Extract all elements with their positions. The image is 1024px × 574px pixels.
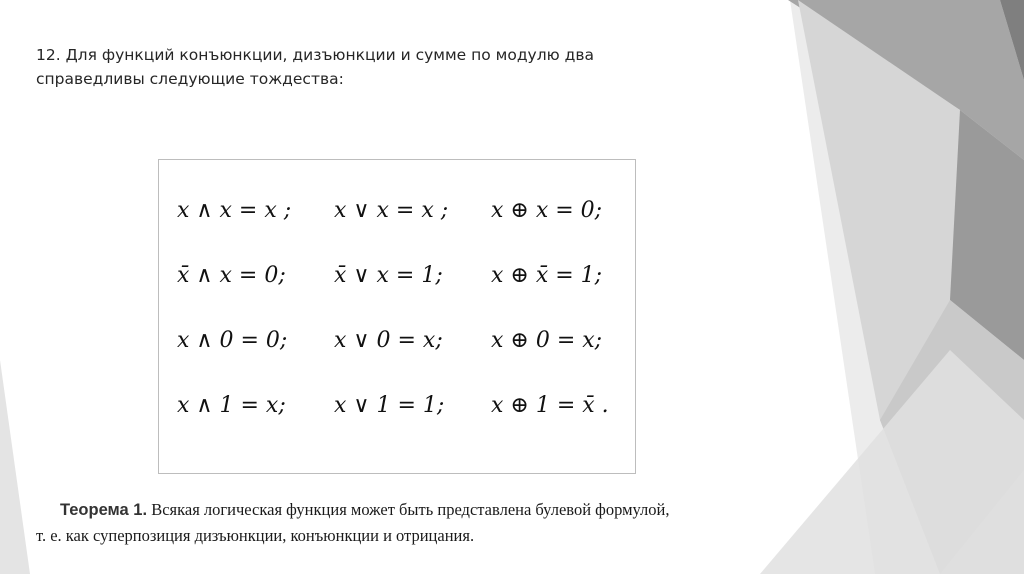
identity-and-complement: x̄ ∧ x = 0;: [177, 263, 286, 288]
identity-or-one: x ∨ 1 = 1;: [334, 393, 445, 418]
identity-xor-one: x ⊕ 1 = x̄ .: [491, 393, 609, 418]
heading-line-2: справедливы следующие тождества:: [36, 70, 344, 88]
identity-xor-complement: x ⊕ x̄ = 1;: [491, 263, 603, 288]
theorem-paragraph: [36, 497, 820, 549]
identity-or-complement: x̄ ∨ x = 1;: [334, 263, 443, 288]
theorem-text-line-1: Всякая логическая функция может быть представлена булевой формулой,: [147, 500, 670, 519]
theorem-text-line-2: т. е. как суперпозиция дизъюнкции, конъюнкции и отрицания.: [36, 526, 475, 545]
identity-xor-zero: x ⊕ 0 = x;: [491, 328, 603, 353]
identity-or-idempotence: x ∨ x = x ;: [334, 198, 449, 223]
identities-grid: [177, 198, 631, 458]
slide-heading: [36, 43, 736, 91]
identity-and-idempotence: x ∧ x = x ;: [177, 198, 292, 223]
identity-or-zero: x ∨ 0 = x;: [334, 328, 443, 353]
identities-figure: [158, 159, 636, 474]
theorem-label: Теорема 1.: [60, 501, 148, 519]
identity-and-one: x ∧ 1 = x;: [177, 393, 286, 418]
identity-and-zero: x ∧ 0 = 0;: [177, 328, 288, 353]
identity-xor-self: x ⊕ x = 0;: [491, 198, 603, 223]
heading-line-1: 12. Для функций конъюнкции, дизъюнкции и сумме по модулю два: [36, 46, 594, 64]
decor-left-sliver: [0, 360, 30, 574]
